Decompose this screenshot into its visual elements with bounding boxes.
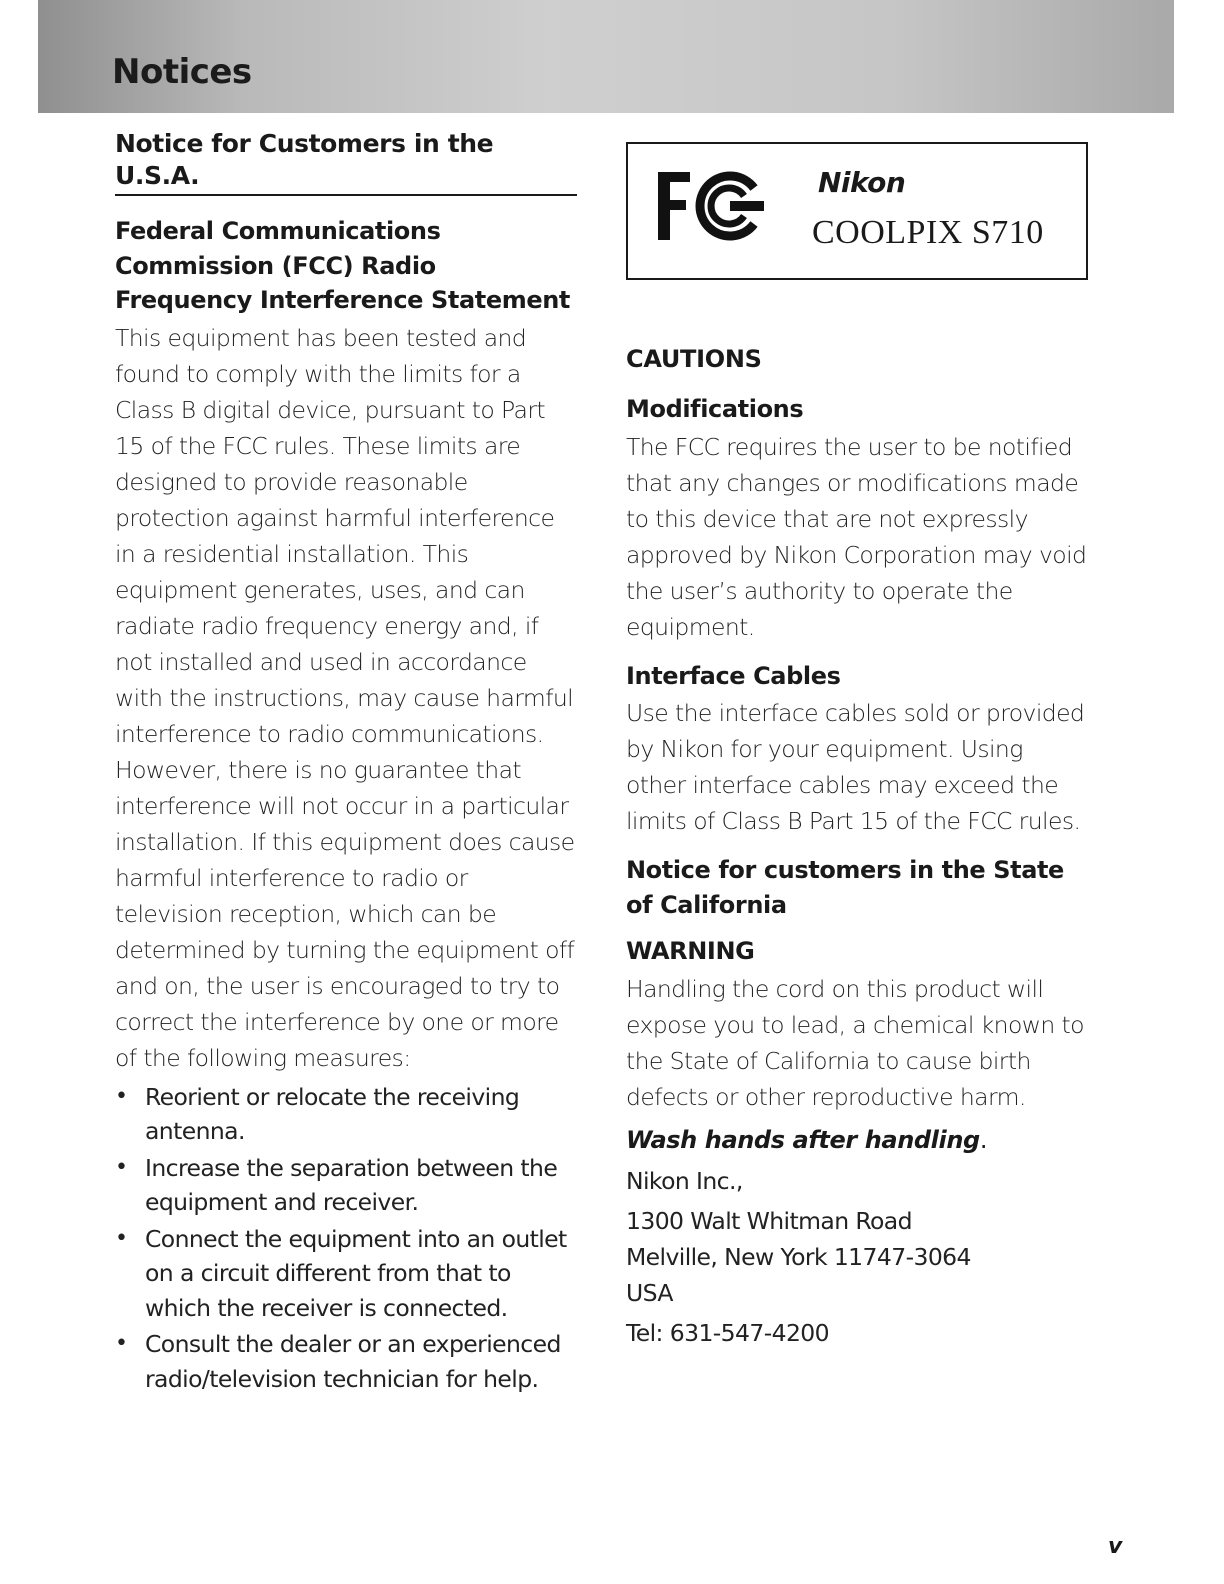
california-notice-heading: Notice for customers in the State of California <box>626 856 1064 919</box>
fcc-statement-paragraph: This equipment has been tested and found to comply with the limits for a Class B digital device, pursuant to Part 15 of the FCC rules. These limits are designed to provide reasonable protection against harmful interference in a residential installation. This equipment generates, uses, and can radiate radio frequency energy and, if not installed and used in accordance with the instructions, may cause harmful interference to radio communications. However, there is no guarantee that interference will not occur in a particular installation. If this equipment does cause harmful interference to radio or television reception, which can be determined by turning the equipment off and on, the user is encouraged to try to correct the interference by one or more of the following measures: <box>115 323 575 1072</box>
list-item-text: Increase the separation between the equipment and receiver. <box>145 1153 558 1216</box>
page-header-banner <box>38 0 1174 113</box>
bullet-icon: • <box>115 1083 128 1109</box>
bullet-icon: • <box>115 1225 128 1251</box>
fcc-statement-heading: Federal Communications Commission (FCC) Radio Frequency Interference Statement <box>115 217 570 314</box>
list-item <box>115 1327 577 1396</box>
warning-heading: WARNING <box>626 937 755 965</box>
model-name: COOLPIX S710 <box>812 214 1044 251</box>
list-item <box>115 1080 577 1149</box>
wash-hands-text: Wash hands after handling <box>626 1125 980 1154</box>
brand-name: Nikon <box>818 166 906 199</box>
right-column <box>626 142 1088 1351</box>
list-item <box>115 1151 577 1220</box>
measures-list <box>115 1080 577 1397</box>
bullet-icon: • <box>115 1331 128 1356</box>
fcc-compliance-box <box>626 142 1088 280</box>
fcc-logo-icon <box>656 166 768 246</box>
list-item-text: Connect the equipment into an outlet on a circuit different from that to which the receiver is connected. <box>145 1224 567 1322</box>
page-number: v <box>1108 1534 1123 1559</box>
company-name: Nikon Inc., <box>626 1166 743 1195</box>
section-title: Notice for Customers in the U.S.A. <box>115 128 577 196</box>
cautions-heading: CAUTIONS <box>626 345 762 373</box>
list-item-text: Consult the dealer or an experienced radio/television technician for help. <box>145 1330 561 1393</box>
modifications-heading: Modifications <box>626 395 804 423</box>
left-column <box>115 128 577 1398</box>
address-country: USA <box>626 1278 673 1307</box>
telephone: Tel: 631-547-4200 <box>626 1318 830 1347</box>
list-item <box>115 1222 577 1326</box>
address-street: 1300 Walt Whitman Road <box>626 1206 912 1235</box>
bullet-icon: • <box>115 1154 128 1180</box>
interface-cables-heading: Interface Cables <box>626 661 841 690</box>
interface-cables-text: Use the interface cables sold or provided by Nikon for your equipment. Using other interface cables may exceed the limits of Class B Part 15 of the FCC rules. <box>626 699 1085 835</box>
warning-text: Handling the cord on this product will expose you to lead, a chemical known to the State of California to cause birth defects or other reproductive harm. <box>626 974 1084 1111</box>
wash-hands-period: . <box>979 1125 988 1154</box>
list-item-text: Reorient or relocate the receiving antenna. <box>145 1082 520 1145</box>
wash-hands-note <box>626 1121 1088 1159</box>
modifications-text: The FCC requires the user to be notified that any changes or modifications made to this device that are not expressly approved by Nikon Corporation may void the user’s authority to operate the equipment. <box>626 432 1087 641</box>
address-city: Melville, New York 11747-3064 <box>626 1242 971 1271</box>
page-title: Notices <box>112 52 252 92</box>
